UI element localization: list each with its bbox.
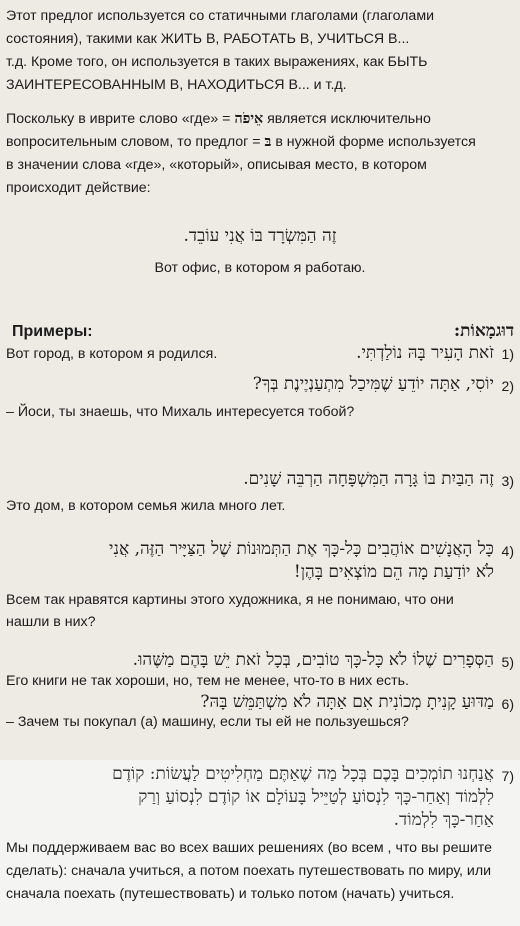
example-7-russian-line-1: Мы поддерживаем вас во всех ваших решениях (во всем , что вы решите <box>6 840 492 856</box>
intro-line-2: состояния), такими как ЖИТЬ В, РАБОТАТЬ В, УЧИТЬСЯ В... <box>6 31 410 47</box>
example-1-russian: Вот город, в котором я родился. <box>6 346 218 362</box>
example-2-hebrew: יוֹסִי, אַתָּה יוֹדֵעַ שֶׁמִּיכַל מִתְעַנְיֶינֶת בְּךָ? <box>252 374 494 394</box>
hebrew-preposition: בּ <box>264 134 272 150</box>
example-4-hebrew-line-1: כָּל הָאֲנָשִׁים אוֹהֲבִים כָּל-כָּךְ אֶת הַתְּמוּנוֹת שֶׁל הַצַּיָּיר הַזֶּה, אֲנִי <box>109 539 494 559</box>
example-3-number: 3) <box>501 473 514 489</box>
main-example-russian: Вот офис, в котором я работаю. <box>154 260 366 276</box>
intro-line-1: Этот предлог используется со статичными глаголами (глаголами <box>6 8 435 24</box>
example-6-russian: – Зачем ты покупал (а) машину, если ты ей не пользуешься? <box>6 714 409 730</box>
example-6-number: 6) <box>501 696 514 712</box>
example-4-number: 4) <box>501 543 514 559</box>
examples-header-ru: Примеры: <box>12 323 93 340</box>
example-5-hebrew: הַסְּפָרִים שֶׁלוֹ לֹא כָּל-כָּךְ טוֹבִים, בְּכָל זֹאת יֵשׁ בָּהֶם מַשֶּׁהוּ. <box>132 650 494 670</box>
example-2-number: 2) <box>501 378 514 394</box>
example-4-russian-line-2: нашли в них? <box>6 614 96 630</box>
example-7-hebrew-line-3: אַחַר-כָּךְ לִלְמוֹד. <box>393 810 494 830</box>
example-7-russian-line-2: сделать): сначала учиться, а потом поехать путешествовать по миру, или <box>6 863 492 879</box>
example-1-number: 1) <box>501 346 514 362</box>
hebrew-word-where: אֵיפֹה <box>234 111 264 127</box>
example-5-russian: Его книги не так хороши, но, тем не менее, что-то в них есть. <box>6 673 409 689</box>
example-3-russian: Это дом, в котором семья жила много лет. <box>6 498 286 514</box>
para2-text-a: Поскольку в иврите слово «где» = <box>6 111 231 127</box>
example-6-hebrew: מַדּוּעַ קָנִיתָ מְכוֹנִית אִם אַתָּה לֹא מִשְׁתַּמֵּשׁ בָּהּ? <box>200 692 494 712</box>
main-example-hebrew: זֶה הַמִּשְׂרָד בּוֹ אֲנִי עוֹבֵד. <box>183 226 337 246</box>
example-5-number: 5) <box>501 654 514 670</box>
intro-line-4: ЗАИНТЕРЕСОВАННЫМ В, НАХОДИТЬСЯ В... и т.д. <box>6 77 347 93</box>
example-4-hebrew-line-2: לֹא יוֹדַעַת מָה הֵם מוֹצְאִים בָּהֶן! <box>293 562 494 582</box>
example-7-russian-line-3: сначала поехать (путешествовать) и только потом (начать) учиться. <box>6 886 455 902</box>
para2-line-3: в значении слова «где», «который», описывая место, в котором <box>6 157 427 173</box>
para2-line-1 <box>6 109 514 130</box>
example-1-hebrew: זֹאת הָעִיר בָּהּ נוֹלַדְתִּי. <box>356 343 494 363</box>
example-7-hebrew-line-1: אֲנַחְנוּ תוֹמְכִים בָּכֶם בְּכָל מַה שֶׁאַתֶּם מַחְלִיטִים לַעֲשׂוֹת: קוֹדֶם <box>112 764 494 784</box>
para2-text-d: в нужной форме используется <box>275 134 476 150</box>
para2-line-4: происходит действие: <box>6 180 151 196</box>
example-7-hebrew-line-2: לִלְמוֹד וְאַחַר-כָּךְ לִנְסוֹעַ לְטַיֵּיל בָּעוֹלָם אוֹ קוֹדֶם לִנְסוֹעַ וְרַק <box>138 787 494 807</box>
example-4-russian-line-1: Всем так нравятся картины этого художника, я не понимаю, что они <box>6 592 454 608</box>
examples-header-he: דוּגמָאוֹת: <box>453 321 514 341</box>
para2-line-2 <box>6 132 514 153</box>
para2-text-c: вопросительным словом, то предлог = <box>6 134 261 150</box>
example-3-hebrew: זֶה הַבַּיִת בּוֹ גָּרָה הַמִּשְׁפָּחָה הַרְבֵּה שָׁנִים. <box>243 469 494 489</box>
example-7-number: 7) <box>501 768 514 784</box>
para2-text-b: является исключительно <box>267 111 431 127</box>
example-2-russian: – Йоси, ты знаешь, что Михаль интересуется тобой? <box>6 404 355 420</box>
intro-line-3: т.д. Кроме того, он используется в таких выражениях, как БЫТЬ <box>6 54 428 70</box>
